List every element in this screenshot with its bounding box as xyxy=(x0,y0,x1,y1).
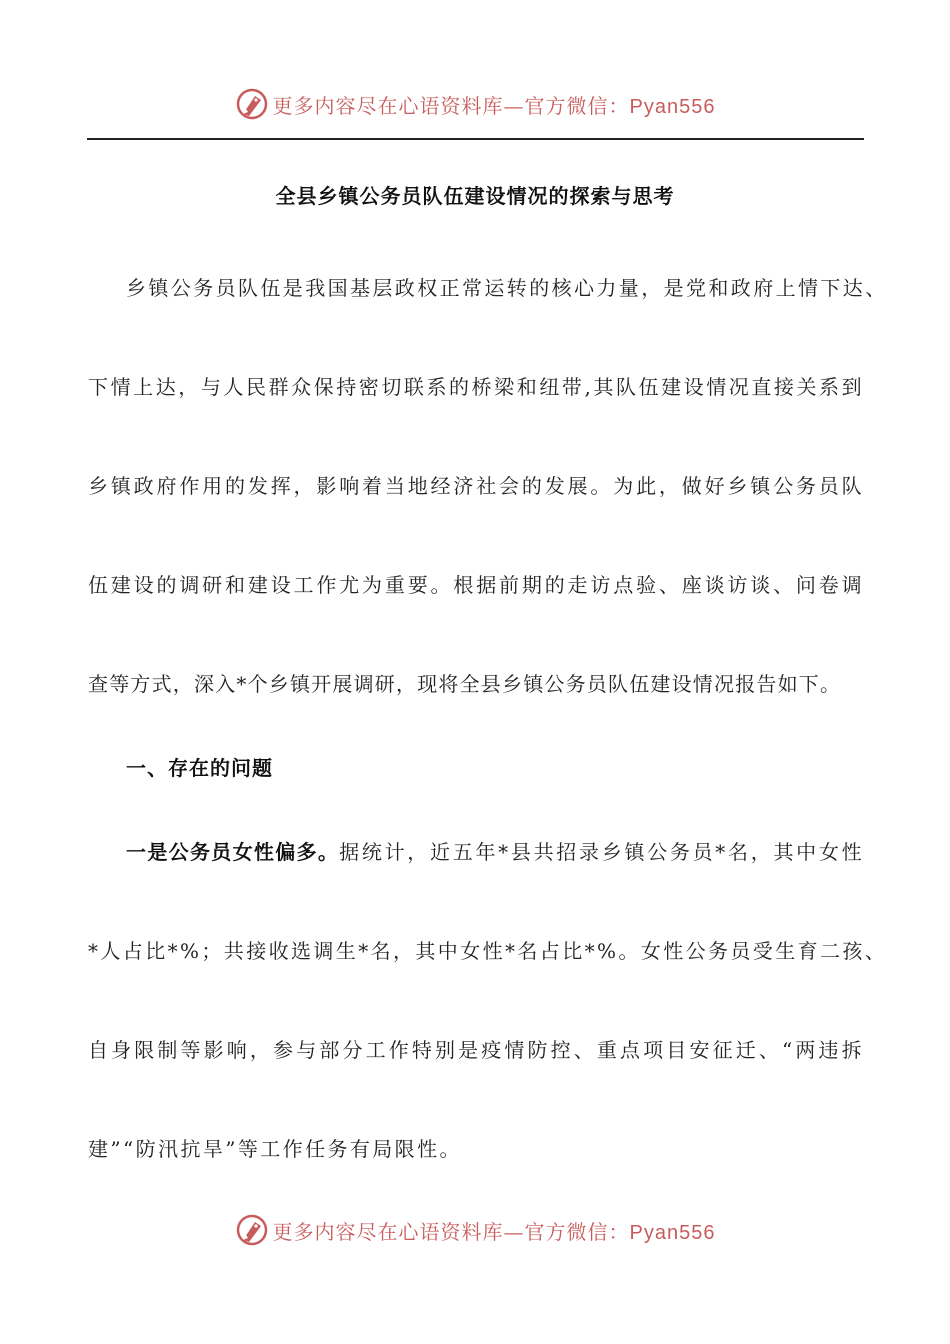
paragraph-line: *人占比*%；共接收选调生*名，其中女性*名占比*%。女性公务员受生育二孩、 xyxy=(88,939,888,963)
pen-nib-logo-icon xyxy=(235,87,269,121)
header-watermark xyxy=(0,84,950,124)
point-text: 据统计，近五年*县共招录乡镇公务员*名，其中女性 xyxy=(339,840,864,864)
footer-watermark xyxy=(0,1210,950,1250)
document-title: 全县乡镇公务员队伍建设情况的探索与思考 xyxy=(275,184,675,208)
footer-watermark-text: 更多内容尽在心语资料库—官方微信：Pyan556 xyxy=(272,1219,716,1244)
section-heading: 一、存在的问题 xyxy=(126,756,273,780)
paragraph-line xyxy=(126,836,864,865)
paragraph-line: 伍建设的调研和建设工作尤为重要。根据前期的走访点验、座谈访谈、问卷调 xyxy=(88,573,864,597)
paragraph-line: 查等方式，深入*个乡镇开展调研，现将全县乡镇公务员队伍建设情况报告如下。 xyxy=(88,672,842,696)
pen-nib-logo-icon xyxy=(235,1213,269,1247)
point-lead: 一是公务员女性偏多。 xyxy=(126,840,340,864)
paragraph-line: 建”“防汛抗旱”等工作任务有局限性。 xyxy=(88,1137,462,1161)
header-watermark-text: 更多内容尽在心语资料库—官方微信：Pyan556 xyxy=(272,93,716,118)
paragraph-line: 下情上达，与人民群众保持密切联系的桥梁和纽带,其队伍建设情况直接关系到 xyxy=(88,375,864,399)
paragraph-line: 乡镇政府作用的发挥，影响着当地经济社会的发展。为此，做好乡镇公务员队 xyxy=(88,474,864,498)
header-divider xyxy=(87,138,864,140)
paragraph-line: 乡镇公务员队伍是我国基层政权正常运转的核心力量，是党和政府上情下达、 xyxy=(126,276,888,300)
paragraph-line: 自身限制等影响，参与部分工作特别是疫情防控、重点项目安征迁、“两违拆 xyxy=(88,1038,864,1062)
